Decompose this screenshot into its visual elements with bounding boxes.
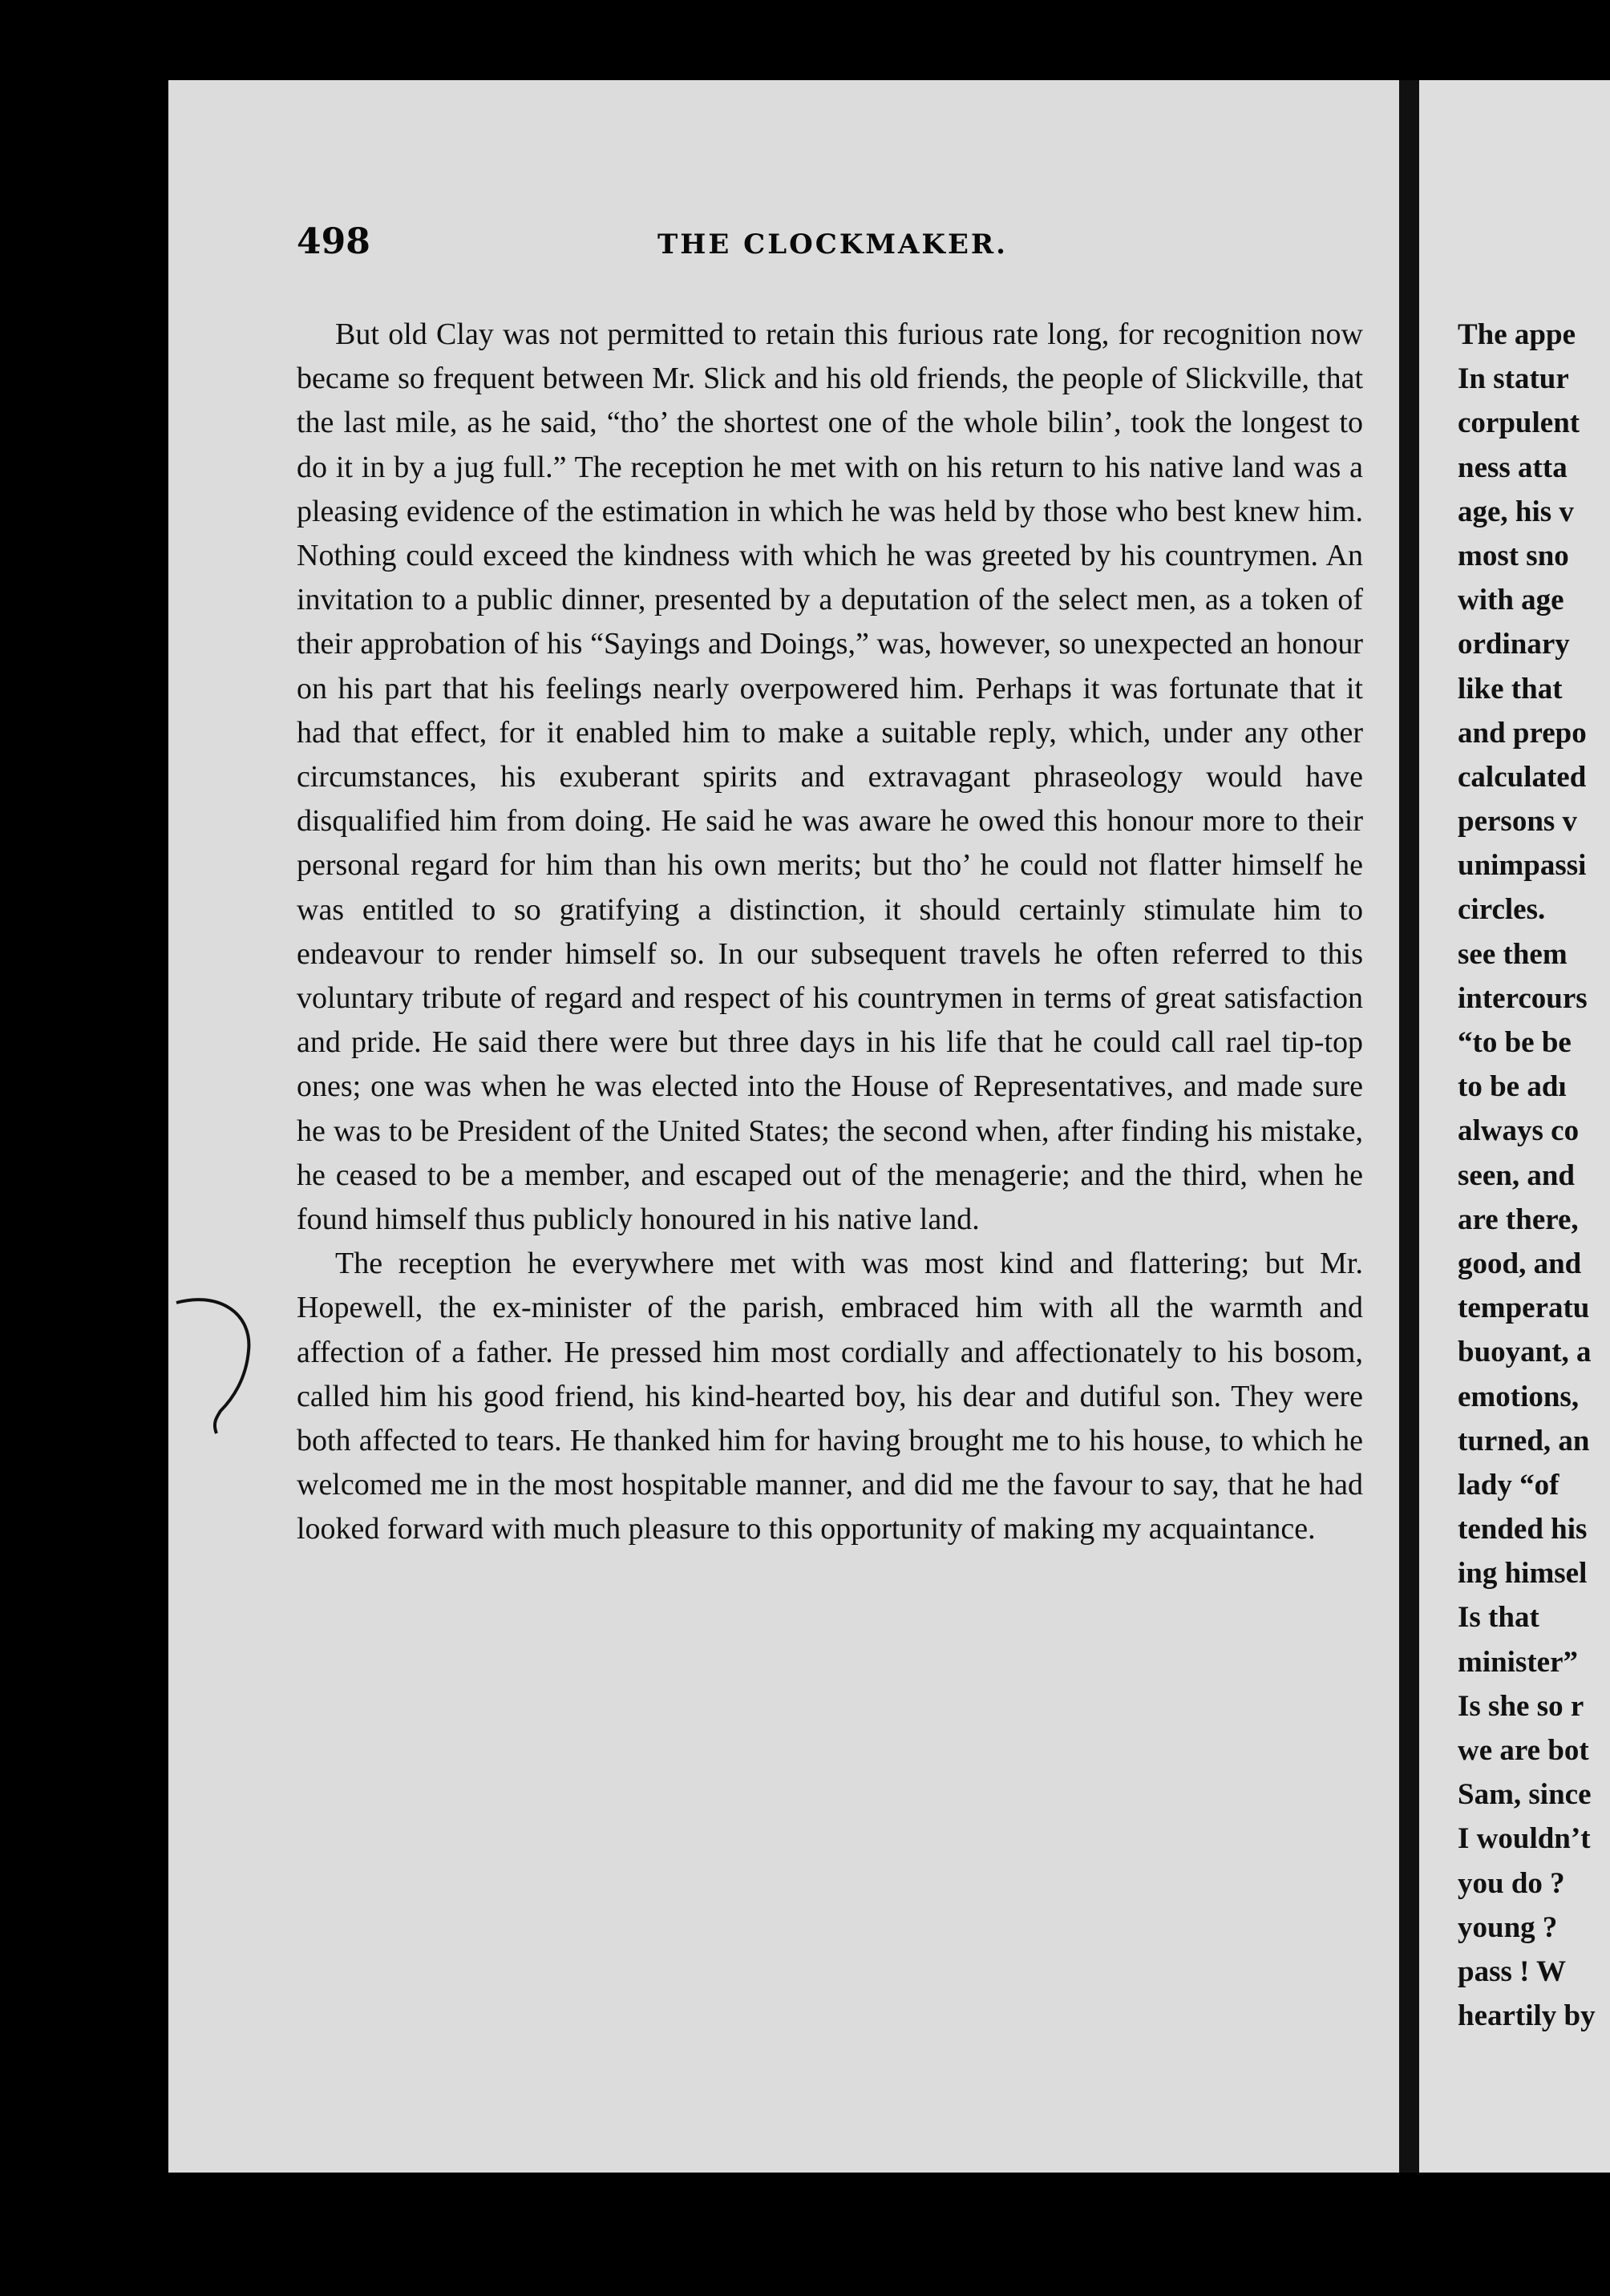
right-line: Is she so r xyxy=(1458,1689,1584,1723)
page-number: 498 xyxy=(297,221,370,262)
right-line: ordinary xyxy=(1458,628,1570,661)
right-line: corpulent xyxy=(1458,406,1580,440)
right-line: Is that xyxy=(1458,1601,1539,1635)
right-line: persons v xyxy=(1458,805,1578,839)
right-line: are there, xyxy=(1458,1203,1579,1236)
right-line: seen, and xyxy=(1458,1158,1575,1192)
right-line: age, his v xyxy=(1458,495,1574,528)
right-line: tended his xyxy=(1458,1513,1588,1546)
running-head: THE CLOCKMAKER. xyxy=(657,228,1008,261)
right-line: and prepo xyxy=(1458,716,1587,750)
paragraph-1: But old Clay was not permitted to retain this furious rate long, for recognition now became so frequent between Mr. Slick and his old friends, the people of Slickville, that the last mile, as he said, “tho’ the shortest one of the whole bilin’, took the longest to do it in by a jug full.” The reception he met with on his return to his native land was a pleasing evidence of the estimation in which he was held by those who best knew him. Nothing could exceed the kindness with which he was greeted by his countrymen. An invitation to a public dinner, presented by a deputation of the select men, as a token of their approbation of his “Sayings and Doings,” was, however, so unexpected an honour on his part that his feelings nearly overpowered him. Perhaps it was fortunate that it had that effect, for it enabled him to make a suitable reply, which, under any other circumstances, his exuberant spirits and extravagant phraseology would have disqualified him from doing. He said he was aware he owed this honour more to their personal regard for him than his own merits; but tho’ he could not flatter himself he was entitled to so gratifying a distinction, it should certainly stimulate him to endeavour to render himself so. In our subsequent travels he often referred to this voluntary tribute of regard and respect of his countrymen in terms of great satisfaction and pride. He said there were but three days in his life that he could call rael tip-top ones; one was when he was elected into the House of Representatives, and made sure he was to be President of the United States; the second when, after finding his mistake, he ceased to be a member, and escaped out of the menagerie; and the third, when he found himself thus publicly honoured in his native land. xyxy=(297,317,1363,1237)
right-line: with age xyxy=(1458,584,1564,617)
right-line: we are bot xyxy=(1458,1734,1589,1767)
right-line: like that xyxy=(1458,672,1563,705)
right-line: circles. xyxy=(1458,893,1546,927)
right-page-text xyxy=(1458,313,1610,2038)
right-line: buoyant, a xyxy=(1458,1336,1592,1369)
right-line: pass ! W xyxy=(1458,1954,1567,1988)
right-line: calculated xyxy=(1458,760,1587,794)
right-line: you do ? xyxy=(1458,1866,1565,1900)
right-line: lady “of xyxy=(1458,1468,1559,1502)
body-text xyxy=(297,313,1363,1552)
right-line: most sno xyxy=(1458,539,1569,572)
right-line: The appe xyxy=(1458,318,1576,351)
right-line: young ? xyxy=(1458,1910,1558,1944)
right-line: “to be be xyxy=(1458,1026,1572,1059)
book-gutter xyxy=(1399,80,1419,2173)
right-line: unimpassi xyxy=(1458,849,1587,883)
right-line: I wouldn’t xyxy=(1458,1822,1591,1856)
right-line: temperatu xyxy=(1458,1292,1590,1325)
paragraph-2: The reception he everywhere met with was most kind and flattering; but Mr. Hopewell, the ex-minister of the parish, embraced him with all the warmth and affection of a father. He pressed him most cordially and affectionately to his bosom, called him his good friend, his kind-hearted boy, his dear and dutiful son. They were both affected to tears. He thanked him for having brought me to his house, to which he welcomed me in the most hospitable manner, and did me the favour to say, that he had looked forward with much pleasure to this opportunity of making my acquaintance. xyxy=(297,1247,1363,1546)
right-line: minister” xyxy=(1458,1645,1579,1679)
right-line: In statur xyxy=(1458,362,1569,396)
right-line: ing himsel xyxy=(1458,1557,1588,1591)
right-line: good, and xyxy=(1458,1247,1582,1280)
handwritten-bracket-mark xyxy=(172,1291,277,1435)
right-line: turned, an xyxy=(1458,1424,1590,1457)
right-line: Sam, since xyxy=(1458,1778,1592,1812)
right-line: emotions, xyxy=(1458,1380,1580,1413)
right-line: heartily by xyxy=(1458,1999,1596,2033)
right-line: to be adı xyxy=(1458,1070,1567,1104)
right-line: ness atta xyxy=(1458,451,1568,484)
right-line: see them xyxy=(1458,937,1568,971)
right-line: always co xyxy=(1458,1114,1580,1148)
right-line: intercours xyxy=(1458,981,1588,1015)
